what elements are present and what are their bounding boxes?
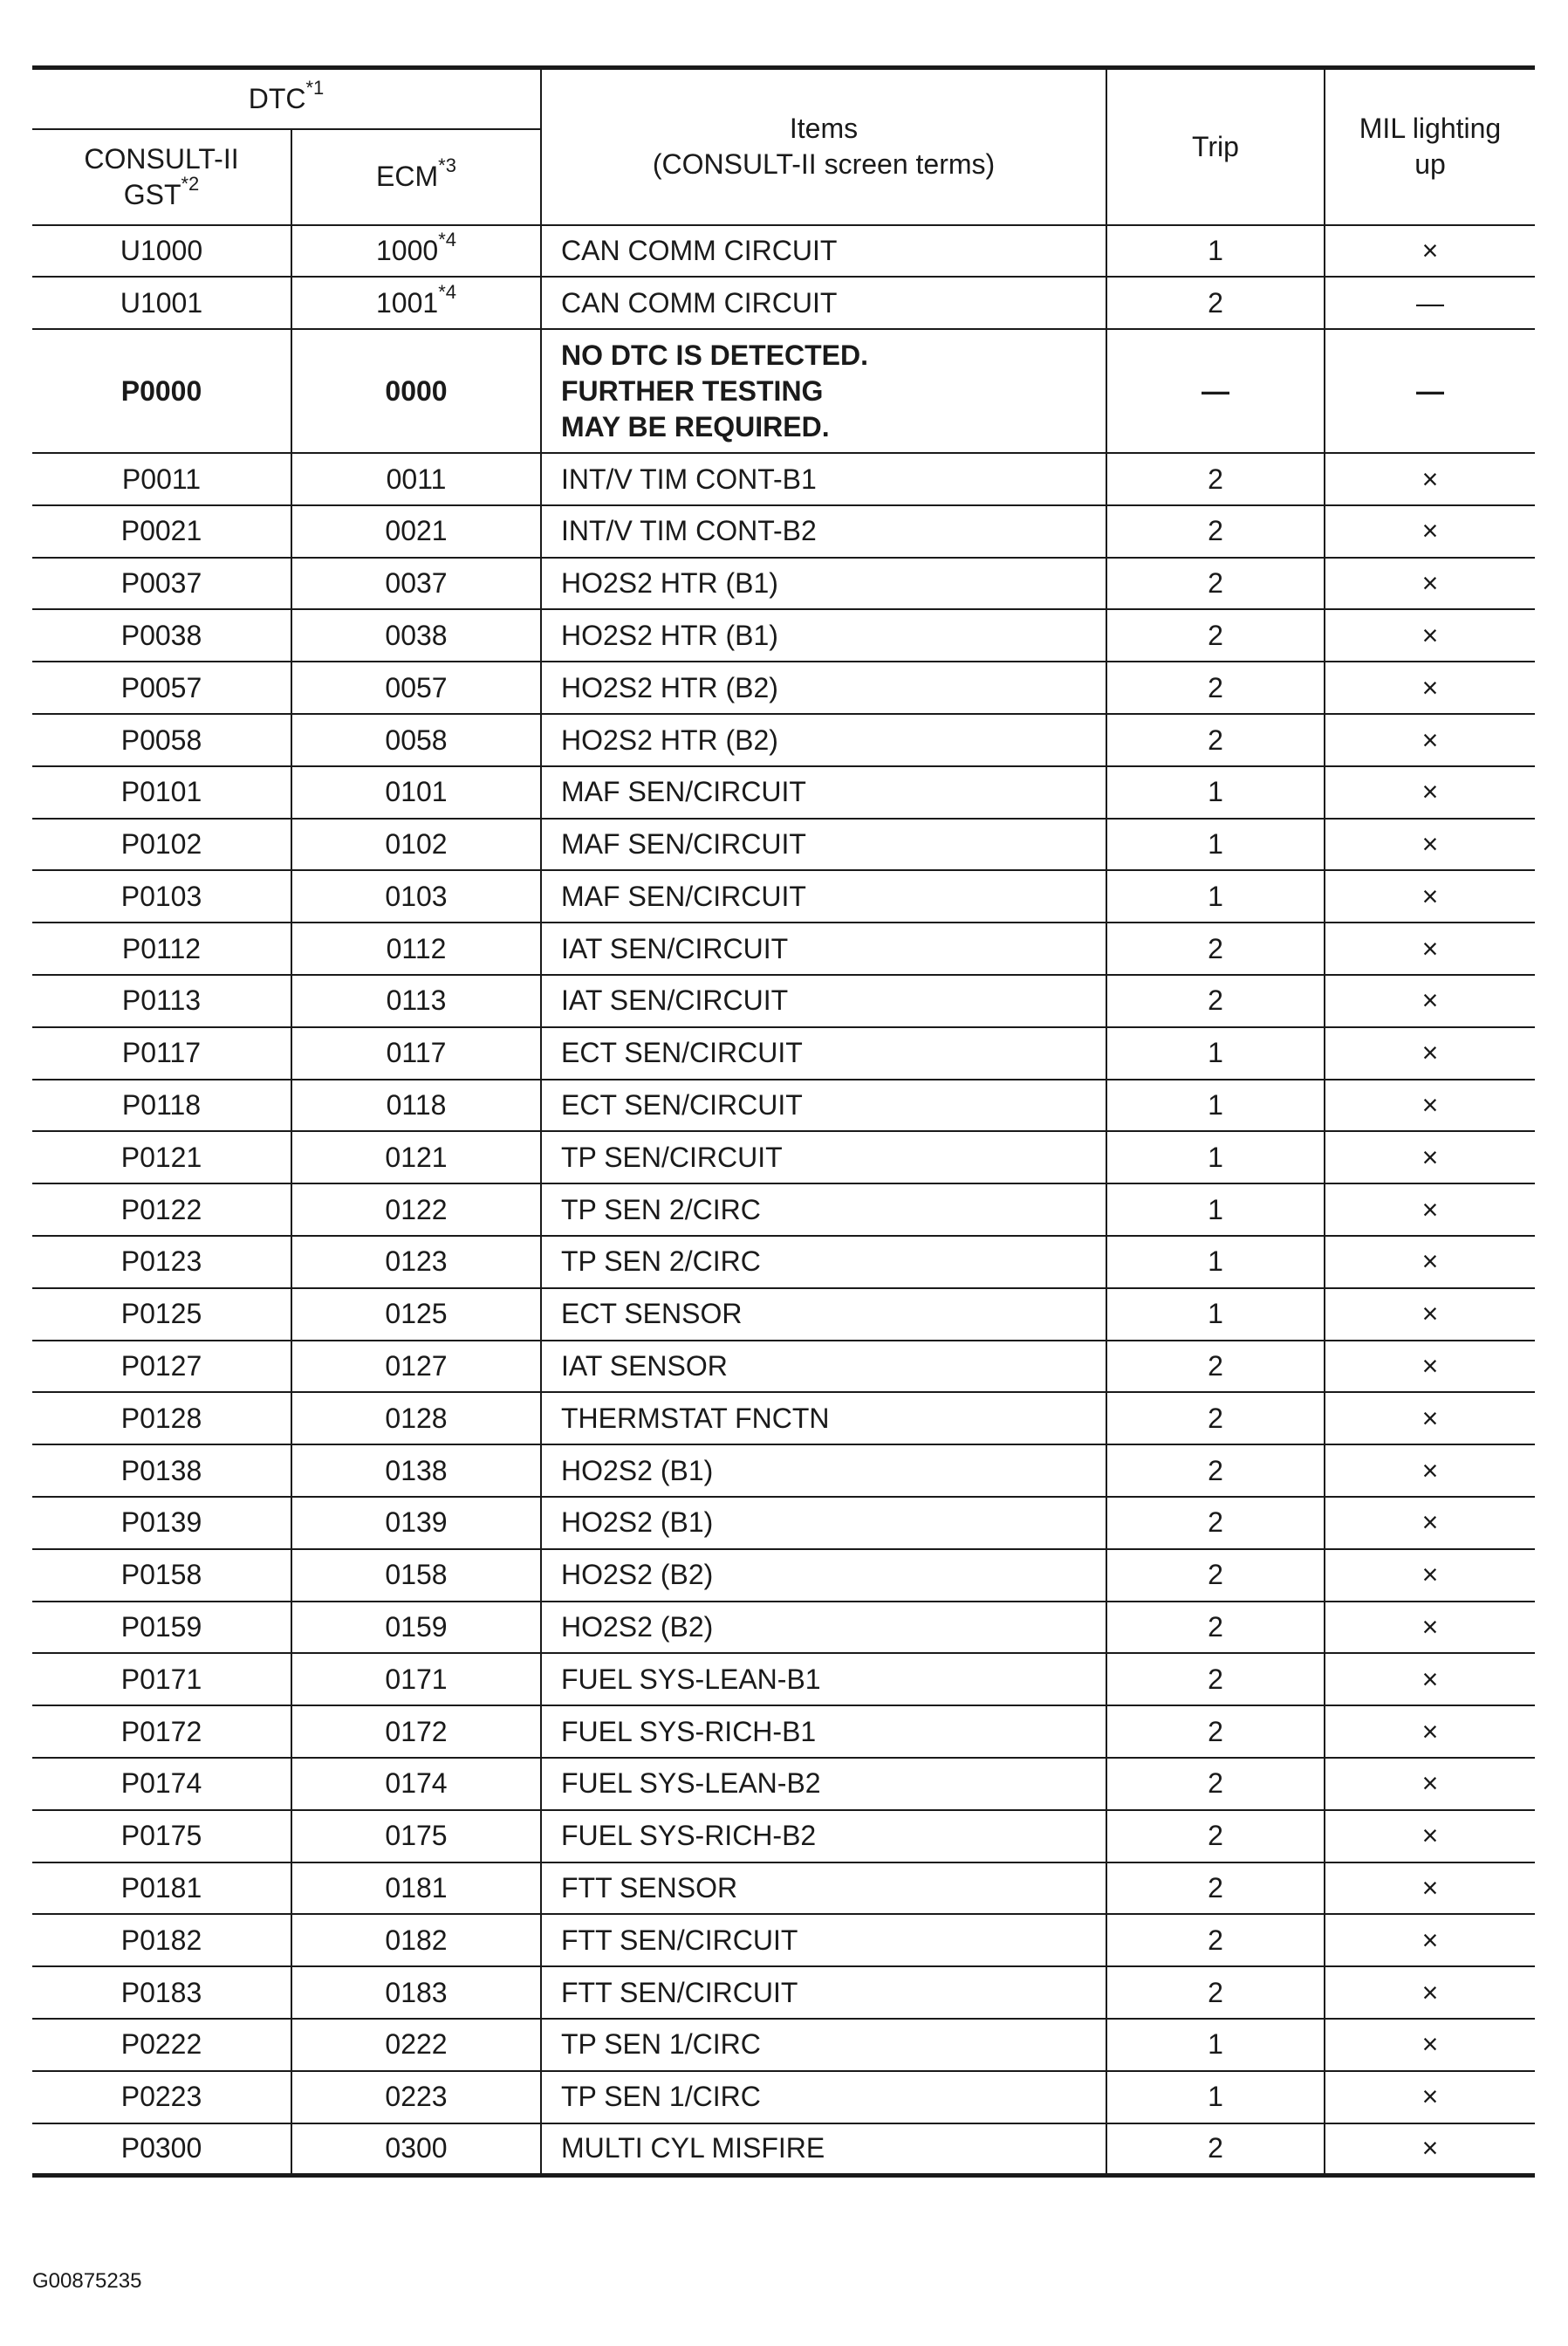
gst-code-cell: P0182 — [32, 1914, 291, 1966]
mil-cell: × — [1325, 1914, 1535, 1966]
item-cell: INT/V TIM CONT-B2 — [541, 505, 1106, 558]
mil-cell: × — [1325, 1027, 1535, 1080]
gst-code-cell: U1000 — [32, 225, 291, 278]
gst-code-cell: P0021 — [32, 505, 291, 558]
ecm-code-cell: 0118 — [291, 1080, 541, 1132]
item-cell: MAF SEN/CIRCUIT — [541, 870, 1106, 923]
gst-code-cell: P0125 — [32, 1288, 291, 1341]
item-cell: TP SEN/CIRCUIT — [541, 1131, 1106, 1183]
trip-header: Trip — [1106, 68, 1325, 225]
table-row — [32, 1392, 1535, 1444]
trip-cell: 2 — [1106, 1602, 1325, 1654]
ecm-code-cell: 0113 — [291, 975, 541, 1027]
mil-cell: × — [1325, 453, 1535, 505]
item-cell: FUEL SYS-LEAN-B2 — [541, 1758, 1106, 1810]
gst-code-cell: P0138 — [32, 1444, 291, 1497]
mil-cell: × — [1325, 1131, 1535, 1183]
mil-cell: × — [1325, 225, 1535, 278]
table-row — [32, 1183, 1535, 1236]
table-row — [32, 225, 1535, 278]
trip-cell: 1 — [1106, 1080, 1325, 1132]
gst-code-cell: P0101 — [32, 766, 291, 819]
mil-header: MIL lighting up — [1325, 68, 1535, 225]
table-row — [32, 1966, 1535, 2019]
table-row — [32, 1810, 1535, 1862]
ecm-code-cell: 0171 — [291, 1653, 541, 1705]
table-row — [32, 1027, 1535, 1080]
trip-cell: 1 — [1106, 1027, 1325, 1080]
gst-code-cell: P0037 — [32, 558, 291, 610]
ecm-code-cell: 0138 — [291, 1444, 541, 1497]
table-row — [32, 1549, 1535, 1602]
mil-cell: × — [1325, 1183, 1535, 1236]
table-row — [32, 975, 1535, 1027]
ecm-code-cell: 0121 — [291, 1131, 541, 1183]
item-cell: HO2S2 (B1) — [541, 1497, 1106, 1549]
table-row — [32, 923, 1535, 975]
item-cell: IAT SENSOR — [541, 1341, 1106, 1393]
gst-code-cell: P0181 — [32, 1862, 291, 1915]
trip-cell: 2 — [1106, 1862, 1325, 1915]
mil-cell: × — [1325, 1966, 1535, 2019]
mil-cell: × — [1325, 1602, 1535, 1654]
item-cell: IAT SEN/CIRCUIT — [541, 975, 1106, 1027]
trip-cell: 1 — [1106, 2071, 1325, 2123]
trip-cell: 2 — [1106, 609, 1325, 662]
table-row — [32, 277, 1535, 329]
ecm-code-cell: 0101 — [291, 766, 541, 819]
gst-code-cell: P0057 — [32, 662, 291, 714]
trip-cell: 2 — [1106, 662, 1325, 714]
trip-cell: 1 — [1106, 1183, 1325, 1236]
mil-cell: × — [1325, 766, 1535, 819]
mil-cell: × — [1325, 1080, 1535, 1132]
table-row — [32, 1497, 1535, 1549]
ecm-code-cell: 0127 — [291, 1341, 541, 1393]
table-row — [32, 609, 1535, 662]
table-row — [32, 1236, 1535, 1288]
ecm-code-cell: 0128 — [291, 1392, 541, 1444]
trip-cell: 1 — [1106, 819, 1325, 871]
trip-cell: 2 — [1106, 1392, 1325, 1444]
item-cell: FTT SEN/CIRCUIT — [541, 1966, 1106, 2019]
ecm-code-cell: 0103 — [291, 870, 541, 923]
item-cell: FTT SEN/CIRCUIT — [541, 1914, 1106, 1966]
mil-cell: × — [1325, 1549, 1535, 1602]
ecm-code-cell: 0223 — [291, 2071, 541, 2123]
mil-cell: × — [1325, 975, 1535, 1027]
ecm-code-cell: 0057 — [291, 662, 541, 714]
mil-cell: × — [1325, 505, 1535, 558]
item-cell: TP SEN 1/CIRC — [541, 2071, 1106, 2123]
item-cell: ECT SEN/CIRCUIT — [541, 1080, 1106, 1132]
mil-cell: × — [1325, 1758, 1535, 1810]
trip-cell: 2 — [1106, 277, 1325, 329]
gst-code-cell: P0128 — [32, 1392, 291, 1444]
item-cell: FUEL SYS-RICH-B2 — [541, 1810, 1106, 1862]
table-row — [32, 819, 1535, 871]
gst-code-cell: P0158 — [32, 1549, 291, 1602]
gst-code-cell: P0102 — [32, 819, 291, 871]
ecm-code-cell: 0175 — [291, 1810, 541, 1862]
item-cell: FTT SENSOR — [541, 1862, 1106, 1915]
item-cell: TP SEN 1/CIRC — [541, 2019, 1106, 2071]
gst-code-cell: P0222 — [32, 2019, 291, 2071]
item-cell: TP SEN 2/CIRC — [541, 1183, 1106, 1236]
item-cell: HO2S2 HTR (B1) — [541, 558, 1106, 610]
ecm-code-cell: 0183 — [291, 1966, 541, 2019]
ecm-code-cell: 0300 — [291, 2123, 541, 2176]
gst-code-cell: P0011 — [32, 453, 291, 505]
ecm-code-cell: 0011 — [291, 453, 541, 505]
table-header — [32, 68, 1535, 225]
mil-cell: × — [1325, 923, 1535, 975]
consult-gst-header: CONSULT-II GST$^{*2}$ — [32, 129, 291, 225]
trip-cell: 2 — [1106, 975, 1325, 1027]
trip-cell: 1 — [1106, 1288, 1325, 1341]
mil-cell: × — [1325, 819, 1535, 871]
gst-code-cell: P0000 — [32, 329, 291, 453]
mil-cell: × — [1325, 1392, 1535, 1444]
trip-cell: 1 — [1106, 766, 1325, 819]
ecm-code-cell: 1001$^{*4}$ — [291, 277, 541, 329]
item-cell: NO DTC IS DETECTED. FURTHER TESTING MAY BE REQUIRED. — [541, 329, 1106, 453]
ecm-code-cell: 0037 — [291, 558, 541, 610]
item-cell: ECT SENSOR — [541, 1288, 1106, 1341]
trip-cell: 2 — [1106, 1966, 1325, 2019]
gst-code-cell: P0183 — [32, 1966, 291, 2019]
trip-cell: 1 — [1106, 1236, 1325, 1288]
gst-code-cell: P0223 — [32, 2071, 291, 2123]
item-cell: CAN COMM CIRCUIT — [541, 277, 1106, 329]
mil-cell: × — [1325, 1444, 1535, 1497]
trip-cell: 2 — [1106, 1549, 1325, 1602]
ecm-code-cell: 0122 — [291, 1183, 541, 1236]
gst-code-cell: P0103 — [32, 870, 291, 923]
gst-code-cell: P0121 — [32, 1131, 291, 1183]
ecm-code-cell: 0117 — [291, 1027, 541, 1080]
item-cell: FUEL SYS-LEAN-B1 — [541, 1653, 1106, 1705]
ecm-code-cell: 0021 — [291, 505, 541, 558]
trip-cell: 2 — [1106, 714, 1325, 766]
gst-code-cell: P0159 — [32, 1602, 291, 1654]
gst-code-cell: U1001 — [32, 277, 291, 329]
ecm-code-cell: 0181 — [291, 1862, 541, 1915]
item-cell: HO2S2 (B2) — [541, 1602, 1106, 1654]
table-row — [32, 662, 1535, 714]
ecm-code-cell: 0102 — [291, 819, 541, 871]
gst-code-cell: P0118 — [32, 1080, 291, 1132]
ecm-code-cell: 0174 — [291, 1758, 541, 1810]
trip-cell: — — [1106, 329, 1325, 453]
table-row — [32, 1862, 1535, 1915]
item-cell: ECT SEN/CIRCUIT — [541, 1027, 1106, 1080]
trip-cell: 2 — [1106, 1914, 1325, 1966]
item-cell: MAF SEN/CIRCUIT — [541, 766, 1106, 819]
trip-cell: 1 — [1106, 225, 1325, 278]
gst-code-cell: P0172 — [32, 1705, 291, 1758]
mil-cell: × — [1325, 2019, 1535, 2071]
mil-cell: × — [1325, 1862, 1535, 1915]
trip-cell: 2 — [1106, 1497, 1325, 1549]
item-cell: INT/V TIM CONT-B1 — [541, 453, 1106, 505]
gst-code-cell: P0171 — [32, 1653, 291, 1705]
table-row — [32, 1653, 1535, 1705]
table-row — [32, 505, 1535, 558]
table-row — [32, 1288, 1535, 1341]
item-cell: IAT SEN/CIRCUIT — [541, 923, 1106, 975]
ecm-code-cell: 0158 — [291, 1549, 541, 1602]
trip-cell: 2 — [1106, 923, 1325, 975]
table-row — [32, 2123, 1535, 2176]
gst-code-cell: P0038 — [32, 609, 291, 662]
item-cell: MULTI CYL MISFIRE — [541, 2123, 1106, 2176]
ecm-code-cell: 1000$^{*4}$ — [291, 225, 541, 278]
table-row — [32, 1341, 1535, 1393]
item-cell: HO2S2 (B1) — [541, 1444, 1106, 1497]
ecm-code-cell: 0038 — [291, 609, 541, 662]
item-cell: HO2S2 (B2) — [541, 1549, 1106, 1602]
table-row — [32, 1602, 1535, 1654]
figure-id: G00875235 — [32, 2269, 142, 2293]
trip-cell: 2 — [1106, 1705, 1325, 1758]
table-row — [32, 870, 1535, 923]
table-row — [32, 1131, 1535, 1183]
mil-cell: × — [1325, 1653, 1535, 1705]
item-cell: THERMSTAT FNCTN — [541, 1392, 1106, 1444]
ecm-code-cell: 0123 — [291, 1236, 541, 1288]
ecm-header: ECM$^{*3}$ — [291, 129, 541, 225]
item-cell: TP SEN 2/CIRC — [541, 1236, 1106, 1288]
trip-cell: 1 — [1106, 870, 1325, 923]
trip-cell: 2 — [1106, 1810, 1325, 1862]
gst-code-cell: P0174 — [32, 1758, 291, 1810]
table-row — [32, 2071, 1535, 2123]
trip-cell: 2 — [1106, 558, 1325, 610]
ecm-code-cell: 0000 — [291, 329, 541, 453]
dtc-table — [32, 65, 1535, 2178]
mil-cell: × — [1325, 1288, 1535, 1341]
mil-cell: × — [1325, 558, 1535, 610]
gst-code-cell: P0127 — [32, 1341, 291, 1393]
table-body — [32, 225, 1535, 2176]
ecm-code-cell: 0125 — [291, 1288, 541, 1341]
table-row — [32, 1444, 1535, 1497]
items-header: Items (CONSULT-II screen terms) — [541, 68, 1106, 225]
mil-cell: × — [1325, 609, 1535, 662]
ecm-code-cell: 0112 — [291, 923, 541, 975]
trip-cell: 2 — [1106, 453, 1325, 505]
ecm-code-cell: 0159 — [291, 1602, 541, 1654]
gst-code-cell: P0175 — [32, 1810, 291, 1862]
mil-cell: × — [1325, 2071, 1535, 2123]
item-cell: HO2S2 HTR (B2) — [541, 714, 1106, 766]
gst-code-cell: P0139 — [32, 1497, 291, 1549]
trip-cell: 2 — [1106, 2123, 1325, 2176]
ecm-code-cell: 0182 — [291, 1914, 541, 1966]
trip-cell: 1 — [1106, 1131, 1325, 1183]
table-row — [32, 329, 1535, 453]
ecm-code-cell: 0058 — [291, 714, 541, 766]
mil-cell: × — [1325, 2123, 1535, 2176]
mil-cell: × — [1325, 662, 1535, 714]
mil-cell: × — [1325, 1810, 1535, 1862]
trip-cell: 2 — [1106, 1758, 1325, 1810]
header-row-top — [32, 68, 1535, 129]
mil-cell: × — [1325, 1497, 1535, 1549]
ecm-code-cell: 0139 — [291, 1497, 541, 1549]
gst-code-cell: P0122 — [32, 1183, 291, 1236]
table-row — [32, 1758, 1535, 1810]
gst-code-cell: P0300 — [32, 2123, 291, 2176]
table-row — [32, 714, 1535, 766]
mil-cell: — — [1325, 277, 1535, 329]
trip-cell: 2 — [1106, 1341, 1325, 1393]
table-row — [32, 2019, 1535, 2071]
item-cell: FUEL SYS-RICH-B1 — [541, 1705, 1106, 1758]
trip-cell: 2 — [1106, 505, 1325, 558]
mil-cell: × — [1325, 1341, 1535, 1393]
table-row — [32, 1705, 1535, 1758]
gst-code-cell: P0123 — [32, 1236, 291, 1288]
mil-cell: × — [1325, 1705, 1535, 1758]
mil-cell: × — [1325, 870, 1535, 923]
table-row — [32, 453, 1535, 505]
gst-code-cell: P0113 — [32, 975, 291, 1027]
trip-cell: 2 — [1106, 1444, 1325, 1497]
mil-cell: — — [1325, 329, 1535, 453]
item-cell: CAN COMM CIRCUIT — [541, 225, 1106, 278]
trip-cell: 1 — [1106, 2019, 1325, 2071]
gst-code-cell: P0117 — [32, 1027, 291, 1080]
mil-cell: × — [1325, 1236, 1535, 1288]
table-row — [32, 1914, 1535, 1966]
table-row — [32, 1080, 1535, 1132]
item-cell: HO2S2 HTR (B2) — [541, 662, 1106, 714]
dtc-header: DTC$^{*1}$ — [32, 68, 541, 129]
gst-code-cell: P0058 — [32, 714, 291, 766]
gst-code-cell: P0112 — [32, 923, 291, 975]
ecm-code-cell: 0172 — [291, 1705, 541, 1758]
mil-cell: × — [1325, 714, 1535, 766]
item-cell: HO2S2 HTR (B1) — [541, 609, 1106, 662]
table-row — [32, 558, 1535, 610]
table-row — [32, 766, 1535, 819]
item-cell: MAF SEN/CIRCUIT — [541, 819, 1106, 871]
ecm-code-cell: 0222 — [291, 2019, 541, 2071]
trip-cell: 2 — [1106, 1653, 1325, 1705]
